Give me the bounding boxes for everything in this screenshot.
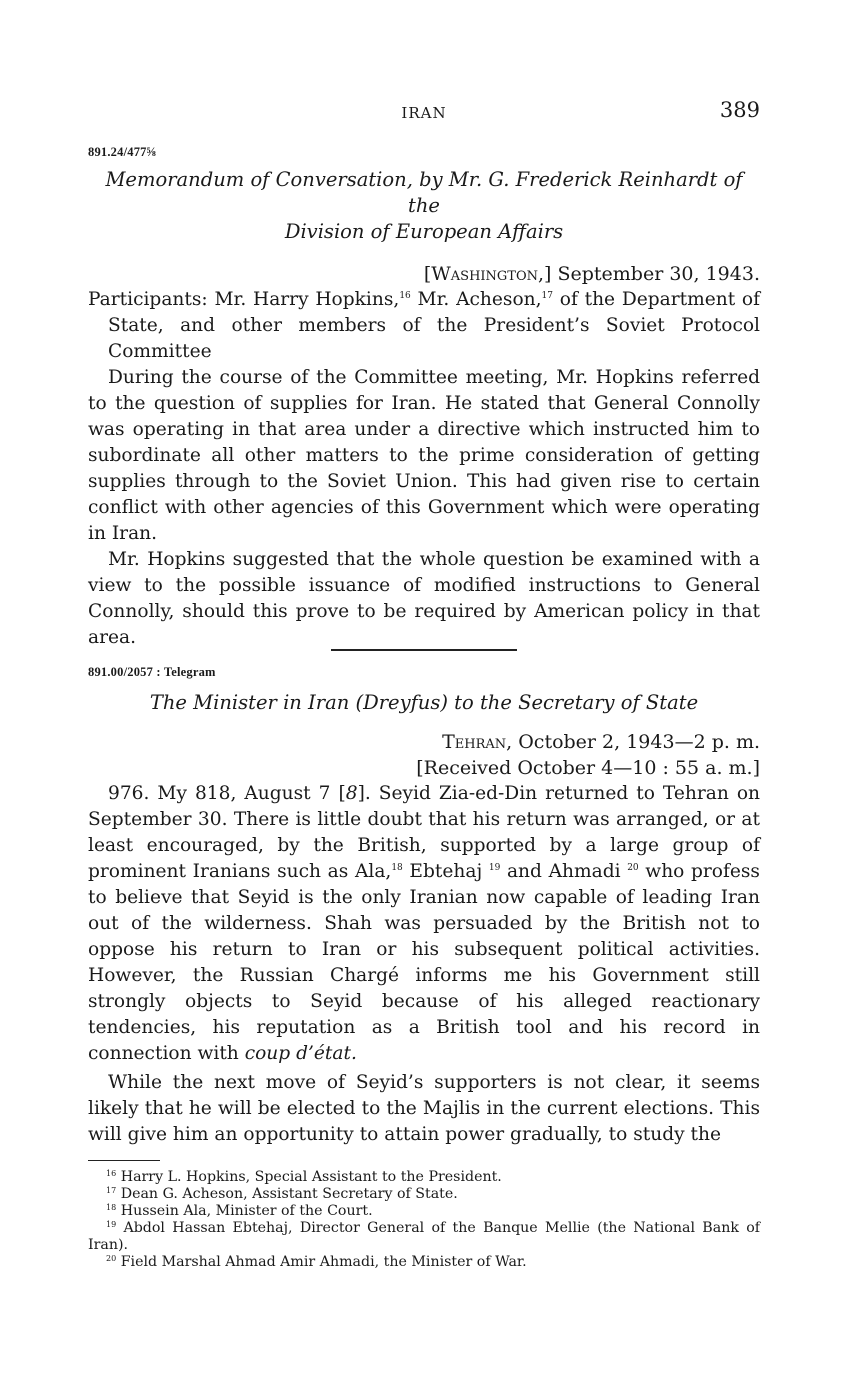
dateline bbox=[88, 261, 760, 287]
title-line: Memorandum of Conversation, by Mr. G. Frederick Reinhardt of the bbox=[105, 168, 743, 217]
footnote-text: Dean G. Acheson, Assistant Secretary of State. bbox=[116, 1186, 458, 1202]
paragraph-text: ]. Seyid Zia-ed-Din returned to Tehran on September 30. There is little doubt that his return was arranged, or at least encouraged, by the British, supported by a large group of prominent Iranians such as Ala, bbox=[88, 783, 760, 882]
footnote-text: Hussein Ala, Minister of the Court. bbox=[116, 1203, 373, 1219]
received-line: [Received October 4—10 : 55 a. m.] bbox=[416, 757, 760, 779]
participants-text: Mr. Acheson, bbox=[410, 289, 542, 310]
footnote-number: 20 bbox=[106, 1254, 117, 1263]
running-head bbox=[88, 98, 760, 124]
telegram-section bbox=[88, 665, 760, 1148]
footnote-list bbox=[88, 1169, 760, 1271]
paragraph: During the course of the Committee meeting, Mr. Hopkins referred to the question of supplies for Iran. He stated that General Connolly was operating in that area under a directive which instructed him to subordinate all other matters to the prime consideration of getting supplies through to the Soviet Union. This had given rise to certain conflict with other agencies of this Government which were operating in Iran. bbox=[88, 367, 760, 544]
dateline-place: [Washington,] bbox=[423, 263, 552, 285]
participants-label: Participants: bbox=[88, 289, 208, 310]
title-line: Division of European Affairs bbox=[284, 220, 564, 243]
footnotes bbox=[88, 1160, 760, 1271]
paragraph: Mr. Hopkins suggested that the whole question be examined with a view to the possible issuance of modified instructions to General Connolly, should this prove to be required by American policy in that area. bbox=[88, 549, 760, 648]
footnote-ref: 16 bbox=[399, 291, 411, 301]
document-title bbox=[88, 167, 760, 245]
memorandum-section bbox=[88, 145, 760, 651]
dateline-date: September 30, 1943. bbox=[551, 263, 760, 285]
footnote-ref: 19 bbox=[488, 863, 501, 873]
participants-text: Mr. Harry Hopkins, bbox=[207, 289, 400, 310]
participants-text: of the Department of State, and other members of the President’s Soviet Protocol Committee bbox=[108, 289, 761, 362]
footnote-ref: 20 bbox=[627, 863, 639, 873]
footnote bbox=[88, 1203, 760, 1220]
footnote bbox=[88, 1254, 760, 1271]
italic-phrase: coup d’état. bbox=[244, 1043, 357, 1064]
dateline-date: October 2, 1943—2 p. m. bbox=[512, 731, 760, 753]
footnote-text: Field Marshal Ahmad Amir Ahmadi, the Minister of War. bbox=[116, 1254, 527, 1270]
footnote-number: 18 bbox=[106, 1203, 117, 1212]
file-number: 891.24/477⅝ bbox=[88, 145, 157, 159]
footnote-text: Harry L. Hopkins, Special Assistant to the President. bbox=[116, 1169, 502, 1185]
footnote-text: Abdol Hassan Ebtehaj, Director General of the Banque Mellie (the National Bank of Iran). bbox=[88, 1220, 760, 1253]
footnote-rule bbox=[88, 1160, 160, 1161]
section-divider bbox=[331, 649, 517, 651]
section-divider-wrap bbox=[88, 649, 760, 651]
paragraph bbox=[88, 781, 760, 1067]
footnote-number: 19 bbox=[106, 1220, 117, 1229]
editorial-date: 8 bbox=[345, 783, 358, 804]
footnote bbox=[88, 1186, 760, 1203]
footnote-ref: 18 bbox=[391, 863, 403, 873]
document-title: The Minister in Iran (Dreyfus) to the Secretary of State bbox=[149, 691, 699, 714]
paragraph-text: Ebtehaj bbox=[402, 861, 489, 882]
paragraph-text: 976. My 818, August 7 [ bbox=[108, 783, 346, 804]
paragraph-text: who profess to believe that Seyid is the only Iranian now capable of leading Iran out of the wilderness. Shah was persuaded by the British not to oppose his return to Iran or his subsequent political activities. However, the Russian Chargé informs me his Government still strongly objects to Seyid because of his alleged reactionary tendencies, his reputation as a British tool and his record in connection with bbox=[88, 861, 760, 1064]
dateline-place: Tehran, bbox=[442, 731, 513, 753]
paragraph: While the next move of Seyid’s supporters is not clear, it seems likely that he will be elected to the Majlis in the current elections. This will give him an opportunity to attain power gradually, to study the bbox=[88, 1072, 760, 1145]
dateline bbox=[88, 729, 760, 755]
footnote-number: 17 bbox=[106, 1186, 117, 1195]
footnote-number: 16 bbox=[106, 1169, 117, 1178]
footnote bbox=[88, 1169, 760, 1186]
participants bbox=[88, 287, 760, 365]
paragraph-text: and Ahmadi bbox=[500, 861, 628, 882]
footnote-ref: 17 bbox=[541, 291, 553, 301]
running-head-title: IRAN bbox=[401, 104, 447, 122]
file-number: 891.00/2057 : Telegram bbox=[88, 665, 216, 679]
footnote bbox=[88, 1220, 760, 1254]
page-number: 389 bbox=[719, 98, 760, 122]
